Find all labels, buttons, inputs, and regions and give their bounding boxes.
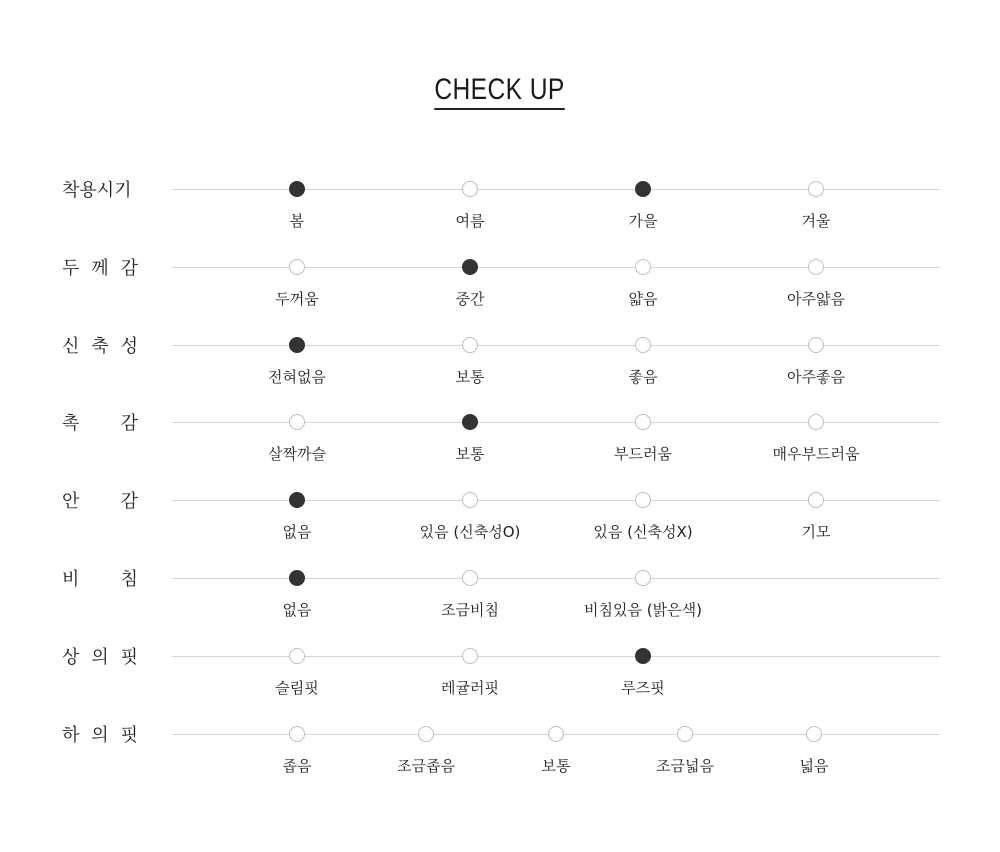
row-label-text: 감 xyxy=(120,258,138,279)
checkup-row xyxy=(0,177,1000,237)
option-label: 넓음 xyxy=(799,757,829,775)
radio-dot[interactable] xyxy=(548,726,564,742)
row-label-text: 핏 xyxy=(120,647,138,668)
row-label xyxy=(62,410,138,434)
scale-line xyxy=(172,267,940,268)
option-label: 여름 xyxy=(455,212,485,230)
row-label-text: 의 xyxy=(91,647,109,668)
radio-dot[interactable] xyxy=(462,570,478,586)
row-label-text: 핏 xyxy=(120,725,138,746)
row-label-text: 안 xyxy=(62,491,80,512)
option-label: 겨울 xyxy=(801,212,831,230)
option-label: 두꺼움 xyxy=(275,290,319,308)
scale-line xyxy=(172,500,940,501)
row-label-text: 께 xyxy=(91,258,109,279)
row-label-text: 촉 xyxy=(62,413,80,434)
radio-dot[interactable] xyxy=(677,726,693,742)
radio-dot[interactable] xyxy=(635,337,651,353)
option-label: 부드러움 xyxy=(614,445,672,463)
option-label: 좋음 xyxy=(628,368,658,386)
radio-dot-checked[interactable] xyxy=(289,337,305,353)
radio-dot[interactable] xyxy=(462,492,478,508)
row-label xyxy=(62,488,138,512)
option-label: 매우부드러움 xyxy=(772,445,860,463)
checkup-row xyxy=(0,488,1000,548)
radio-dot[interactable] xyxy=(808,492,824,508)
row-label xyxy=(62,177,138,201)
option-label: 기모 xyxy=(801,523,831,541)
row-label-text: 비 xyxy=(62,569,80,590)
radio-dot[interactable] xyxy=(808,259,824,275)
option-label: 얇음 xyxy=(628,290,658,308)
checkup-row xyxy=(0,410,1000,470)
option-label: 보통 xyxy=(455,368,485,386)
option-label: 살짝까슬 xyxy=(268,445,326,463)
row-label-text: 축 xyxy=(91,336,109,357)
option-label: 아주얇음 xyxy=(787,290,845,308)
scale-line xyxy=(172,578,940,579)
row-label-text: 성 xyxy=(120,336,138,357)
row-label-text: 착용시기 xyxy=(62,180,132,201)
option-label: 조금비침 xyxy=(441,601,499,619)
radio-dot[interactable] xyxy=(808,414,824,430)
radio-dot[interactable] xyxy=(808,337,824,353)
radio-dot-checked[interactable] xyxy=(635,648,651,664)
row-label xyxy=(62,333,138,357)
radio-dot[interactable] xyxy=(462,648,478,664)
option-label: 있음 (신축성O) xyxy=(419,523,521,541)
radio-dot[interactable] xyxy=(462,181,478,197)
row-label-text: 감 xyxy=(120,413,138,434)
option-label: 조금좁음 xyxy=(397,757,455,775)
radio-dot-checked[interactable] xyxy=(462,259,478,275)
option-label: 아주좋음 xyxy=(787,368,845,386)
scale-line xyxy=(172,189,940,190)
radio-dot[interactable] xyxy=(806,726,822,742)
option-label: 보통 xyxy=(541,757,571,775)
row-label xyxy=(62,566,138,590)
radio-dot-checked[interactable] xyxy=(635,181,651,197)
row-label-text: 하 xyxy=(62,725,80,746)
option-label: 없음 xyxy=(282,601,312,619)
option-label: 봄 xyxy=(289,212,305,230)
option-label: 조금넓음 xyxy=(656,757,714,775)
scale-line xyxy=(172,345,940,346)
option-label: 좁음 xyxy=(282,757,312,775)
page-title: CHECK UP xyxy=(435,72,565,110)
radio-dot[interactable] xyxy=(635,492,651,508)
radio-dot-checked[interactable] xyxy=(289,570,305,586)
radio-dot[interactable] xyxy=(289,259,305,275)
option-label: 가을 xyxy=(628,212,658,230)
option-label: 슬림핏 xyxy=(275,679,319,697)
radio-dot-checked[interactable] xyxy=(289,181,305,197)
option-label: 전혀없음 xyxy=(268,368,326,386)
radio-dot[interactable] xyxy=(289,414,305,430)
radio-dot-checked[interactable] xyxy=(289,492,305,508)
checkup-row xyxy=(0,255,1000,315)
radio-dot[interactable] xyxy=(418,726,434,742)
row-label-text: 의 xyxy=(91,725,109,746)
radio-dot[interactable] xyxy=(808,181,824,197)
row-label-text: 신 xyxy=(62,336,80,357)
option-label: 레귤러핏 xyxy=(441,679,499,697)
radio-dot-checked[interactable] xyxy=(462,414,478,430)
option-label: 보통 xyxy=(455,445,485,463)
radio-dot[interactable] xyxy=(289,726,305,742)
checkup-row xyxy=(0,722,1000,782)
row-label-text: 침 xyxy=(120,569,138,590)
row-label xyxy=(62,722,138,746)
scale-line xyxy=(172,656,940,657)
row-label-text: 상 xyxy=(62,647,80,668)
radio-dot[interactable] xyxy=(289,648,305,664)
radio-dot[interactable] xyxy=(635,414,651,430)
checkup-row xyxy=(0,644,1000,704)
row-label-text: 두 xyxy=(62,258,80,279)
checkup-row xyxy=(0,333,1000,393)
option-label: 없음 xyxy=(282,523,312,541)
option-label: 있음 (신축성X) xyxy=(593,523,693,541)
checkup-row xyxy=(0,566,1000,626)
option-label: 루즈핏 xyxy=(621,679,665,697)
option-label: 비침있음 (밝은색) xyxy=(584,601,702,619)
row-label xyxy=(62,255,138,279)
row-label xyxy=(62,644,138,668)
radio-dot[interactable] xyxy=(635,259,651,275)
scale-line xyxy=(172,422,940,423)
radio-dot[interactable] xyxy=(462,337,478,353)
radio-dot[interactable] xyxy=(635,570,651,586)
option-label: 중간 xyxy=(455,290,485,308)
row-label-text: 감 xyxy=(120,491,138,512)
